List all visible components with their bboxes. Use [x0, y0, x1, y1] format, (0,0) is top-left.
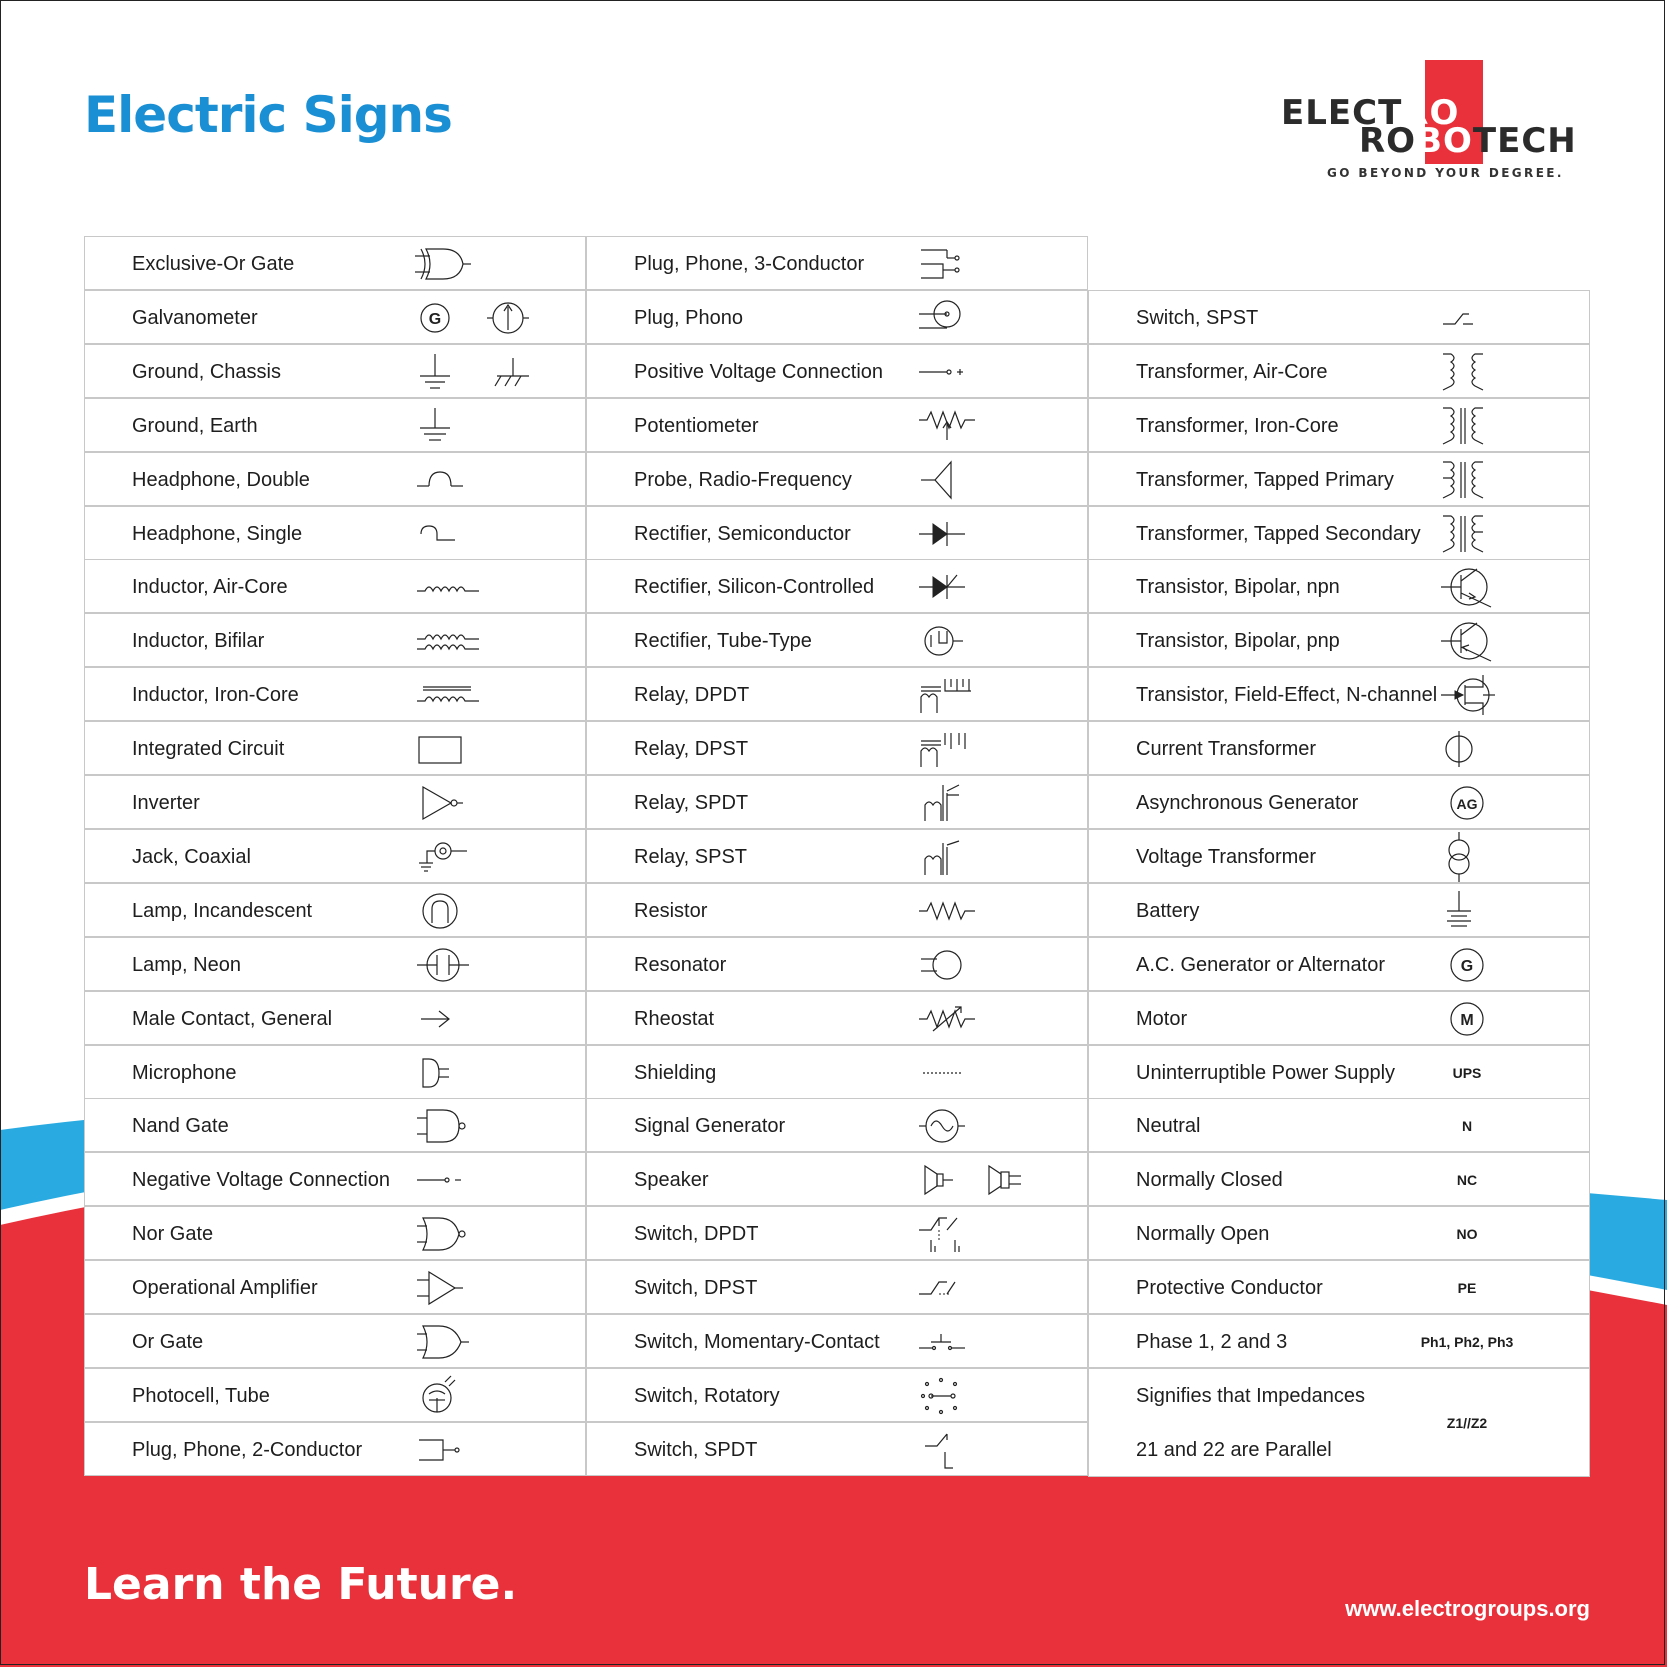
- or-gate-icon: [415, 1315, 471, 1369]
- symbol-row: [586, 883, 1088, 937]
- symbol-row: [586, 452, 1088, 506]
- symbol-label: Transformer, Tapped Primary: [1136, 468, 1394, 491]
- symbol-row: [586, 667, 1088, 721]
- switch-spst-icon: [1439, 291, 1489, 345]
- resonator-icon: [917, 938, 967, 992]
- symbol-row: [586, 829, 1088, 883]
- page-title: Electric Signs: [84, 86, 452, 144]
- symbol-label: Asynchronous Generator: [1136, 792, 1359, 814]
- symbol-row: [84, 991, 586, 1045]
- switch-momentary-icon: [917, 1315, 967, 1369]
- symbol-label: Relay, DPST: [634, 738, 749, 761]
- symbol-row: [84, 721, 586, 775]
- symbol-label: Transistor, Field-Effect, N-channel: [1136, 684, 1438, 707]
- symbol-label: Uninterruptible Power Supply: [1136, 1061, 1396, 1084]
- symbol-label: Plug, Phono: [634, 306, 743, 329]
- symbol-row: [1088, 559, 1590, 613]
- nor-gate-icon: [415, 1207, 471, 1261]
- symbol-row: [84, 775, 586, 829]
- ground-chassis-icon: [415, 345, 545, 399]
- logo-tagline: GO BEYOND YOUR DEGREE.: [1327, 166, 1564, 180]
- symbol-row: [586, 559, 1088, 613]
- symbol-label: Positive Voltage Connection: [634, 360, 884, 383]
- symbol-label: Jack, Coaxial: [132, 845, 251, 868]
- symbol-row: [586, 775, 1088, 829]
- symbol-row: [1088, 1206, 1590, 1260]
- footer-tagline: Learn the Future.: [84, 1559, 518, 1610]
- symbol-label: Battery: [1136, 899, 1200, 922]
- symbol-row: [1088, 883, 1590, 937]
- symbol-row: [1088, 829, 1590, 883]
- symbol-row: [84, 829, 586, 883]
- battery-icon: [1439, 884, 1479, 938]
- motor-icon: [1447, 992, 1487, 1053]
- symbol-label: Current Transformer: [1136, 738, 1317, 761]
- symbol-label: Negative Voltage Connection: [132, 1169, 390, 1192]
- transistor-npn-icon: [1439, 560, 1495, 614]
- ground-earth-icon: [415, 399, 455, 453]
- lamp-incandescent-icon: [415, 884, 465, 938]
- symbol-label: Resonator: [634, 953, 727, 976]
- symbol-row: [586, 613, 1088, 667]
- symbol-label: Inductor, Air-Core: [132, 576, 288, 599]
- brand-logo: [1275, 58, 1605, 188]
- symbol-row: [586, 721, 1088, 775]
- integrated-circuit-icon: [415, 722, 465, 776]
- voltage-transformer-icon: [1439, 830, 1479, 884]
- symbol-row: [1088, 1152, 1590, 1206]
- symbol-label: Transistor, Bipolar, npn: [1136, 576, 1340, 599]
- negative-voltage-icon: [415, 1153, 465, 1207]
- speaker-icon: [917, 1153, 1027, 1207]
- symbol-row: [586, 290, 1088, 344]
- symbol-label: Resistor: [634, 899, 708, 922]
- symbol-label: Integrated Circuit: [132, 738, 285, 761]
- logo-line-1: ELECTRO: [1281, 93, 1460, 133]
- symbol-label: Normally Open: [1136, 1223, 1270, 1246]
- symbol-label: Rectifier, Tube-Type: [634, 630, 812, 653]
- headphone-double-icon: [415, 453, 465, 507]
- symbol-row: [84, 1206, 586, 1260]
- symbol-row: [586, 344, 1088, 398]
- symbols-column-2: [586, 237, 1088, 1476]
- symbol-label: Phase 1, 2 and 3: [1136, 1331, 1288, 1353]
- symbol-row: [1088, 344, 1590, 398]
- symbol-label: Relay, SPDT: [634, 792, 749, 814]
- symbol-row: [84, 1422, 586, 1476]
- symbol-abbreviation: UPS: [1452, 1064, 1482, 1081]
- relay-spdt-icon: [917, 776, 967, 830]
- symbol-row: [586, 1314, 1088, 1368]
- op-amp-icon: [415, 1261, 465, 1315]
- symbol-row: [1088, 452, 1590, 506]
- symbol-label: Signal Generator: [634, 1115, 786, 1138]
- symbol-label: Transformer, Iron-Core: [1136, 414, 1339, 437]
- svg-text:M: M: [1460, 1011, 1474, 1029]
- symbol-label-line-2: 21 and 22 are Parallel: [1136, 1438, 1332, 1461]
- rectifier-scr-icon: [917, 560, 967, 614]
- symbol-label: Inductor, Iron-Core: [132, 684, 299, 707]
- symbol-row: [1088, 991, 1590, 1045]
- symbol-label: Headphone, Single: [132, 522, 303, 545]
- symbol-label: Inductor, Bifilar: [132, 630, 265, 653]
- resistor-icon: [917, 884, 977, 938]
- footer-url[interactable]: www.electrogroups.org: [1345, 1596, 1590, 1621]
- transformer-iron-core-icon: [1439, 399, 1489, 453]
- symbol-label: Voltage Transformer: [1136, 845, 1317, 868]
- symbol-row: [84, 506, 586, 560]
- symbol-row: [586, 1045, 1088, 1099]
- symbol-label: Plug, Phone, 2-Conductor: [132, 1438, 363, 1461]
- symbol-row: [84, 613, 586, 667]
- photocell-tube-icon: [415, 1369, 465, 1423]
- symbol-label: Rectifier, Semiconductor: [634, 522, 851, 545]
- transformer-air-core-icon: [1439, 345, 1489, 399]
- symbol-abbreviation: N: [1461, 1118, 1473, 1135]
- microphone-icon: [415, 1046, 455, 1100]
- lamp-neon-icon: [415, 938, 471, 992]
- symbol-row: [1088, 1045, 1590, 1099]
- symbol-row: [1088, 937, 1590, 991]
- symbol-row: [84, 1152, 586, 1206]
- plug-phone-2-icon: [415, 1423, 465, 1477]
- svg-text:AG: AG: [1456, 796, 1478, 812]
- logo-line-2: ROBOTECH: [1359, 121, 1577, 161]
- symbol-row: [84, 1368, 586, 1422]
- symbol-label: Switch, SPDT: [634, 1438, 758, 1461]
- symbol-row: [586, 1206, 1088, 1260]
- symbol-label: Motor: [1136, 1007, 1188, 1030]
- symbol-row: [84, 937, 586, 991]
- transistor-fet-icon: [1439, 668, 1499, 722]
- symbol-row: [84, 398, 586, 452]
- symbol-label: Lamp, Incandescent: [132, 899, 313, 922]
- symbol-row-parallel-impedance: [1088, 1368, 1590, 1477]
- symbol-row: [586, 1422, 1088, 1476]
- symbol-row: [586, 1098, 1088, 1152]
- symbol-row: [84, 452, 586, 506]
- symbol-row: [1088, 1314, 1590, 1368]
- symbol-label: Transformer, Air-Core: [1136, 360, 1328, 383]
- symbol-row: [586, 1152, 1088, 1206]
- symbol-label: Relay, SPST: [634, 845, 747, 868]
- relay-dpdt-icon: [917, 668, 977, 722]
- symbol-label: Rectifier, Silicon-Controlled: [634, 576, 875, 599]
- symbol-row: [84, 1045, 586, 1099]
- svg-text:G: G: [1460, 957, 1474, 975]
- symbol-label: Transistor, Bipolar, pnp: [1136, 630, 1340, 653]
- symbol-row: [1088, 721, 1590, 775]
- jack-coaxial-icon: [415, 830, 471, 884]
- symbol-abbreviation: Z1//Z2: [1446, 1414, 1488, 1431]
- plug-phono-icon: [917, 291, 967, 345]
- symbol-row: [586, 1260, 1088, 1314]
- switch-dpdt-icon: [917, 1207, 967, 1261]
- symbol-abbreviation: PE: [1457, 1280, 1477, 1297]
- symbol-label: Male Contact, General: [132, 1007, 333, 1030]
- symbol-label: Inverter: [132, 792, 200, 814]
- rectifier-tube-icon: [917, 614, 967, 668]
- symbol-label: Photocell, Tube: [132, 1384, 270, 1407]
- symbol-label: Switch, Rotatory: [634, 1384, 780, 1407]
- symbol-row: [84, 1260, 586, 1314]
- symbol-row: [84, 236, 586, 290]
- symbol-abbreviation: NO: [1456, 1226, 1478, 1243]
- symbol-label: Plug, Phone, 3-Conductor: [634, 253, 865, 275]
- switch-rotary-icon: [917, 1369, 967, 1423]
- symbol-label: Microphone: [132, 1061, 237, 1084]
- symbol-label: Operational Amplifier: [132, 1277, 318, 1300]
- symbol-row: [1088, 613, 1590, 667]
- signal-generator-icon: [917, 1099, 967, 1153]
- symbol-row: [586, 1368, 1088, 1422]
- symbol-label-line-1: Signifies that Impedances: [1136, 1384, 1366, 1407]
- symbol-abbreviation: Ph1, Ph2, Ph3: [1420, 1334, 1514, 1350]
- symbol-label: Protective Conductor: [1136, 1277, 1323, 1300]
- symbol-row: [1088, 1098, 1590, 1152]
- positive-voltage-icon: [917, 345, 967, 399]
- symbol-row: [84, 559, 586, 613]
- probe-rf-icon: [917, 453, 967, 507]
- switch-dpst-icon: [917, 1261, 967, 1315]
- symbol-row: [1088, 290, 1590, 344]
- symbol-row: [84, 667, 586, 721]
- switch-spdt-icon: [917, 1423, 967, 1477]
- transformer-tapped-secondary-icon: [1439, 507, 1489, 561]
- symbol-label: Probe, Radio-Frequency: [634, 468, 852, 491]
- svg-text:G: G: [428, 310, 442, 328]
- symbol-label: A.C. Generator or Alternator: [1136, 953, 1386, 976]
- relay-spst-icon: [917, 830, 967, 884]
- nand-gate-icon: [415, 1099, 471, 1153]
- symbol-label: Transformer, Tapped Secondary: [1136, 522, 1421, 545]
- symbol-label: Switch, SPST: [1136, 306, 1259, 329]
- symbol-row: [586, 937, 1088, 991]
- symbol-row: [586, 506, 1088, 560]
- xor-gate-icon: [415, 237, 475, 291]
- symbol-label: Switch, DPST: [634, 1277, 758, 1300]
- current-transformer-icon: [1439, 722, 1479, 776]
- inductor-air-core-icon: [415, 560, 481, 614]
- symbol-label: Ground, Earth: [132, 414, 258, 437]
- symbol-label: Rheostat: [634, 1007, 715, 1030]
- symbol-row: [1088, 1260, 1590, 1314]
- relay-dpst-icon: [917, 722, 977, 776]
- symbol-label: Speaker: [634, 1169, 709, 1192]
- symbol-label: Or Gate: [132, 1331, 204, 1353]
- symbol-label: Headphone, Double: [132, 468, 310, 491]
- rectifier-semiconductor-icon: [917, 507, 967, 561]
- symbol-abbreviation: NC: [1456, 1172, 1478, 1189]
- symbol-label: Lamp, Neon: [132, 953, 241, 976]
- async-generator-icon: [1447, 776, 1487, 837]
- symbol-row: [1088, 506, 1590, 560]
- rheostat-icon: [917, 992, 977, 1046]
- symbol-label: Galvanometer: [132, 306, 258, 329]
- transformer-tapped-primary-icon: [1439, 453, 1489, 507]
- potentiometer-icon: [917, 399, 977, 453]
- symbol-label: Exclusive-Or Gate: [132, 253, 295, 275]
- symbols-table: [84, 237, 1589, 1476]
- symbol-label: Relay, DPDT: [634, 684, 750, 707]
- ac-generator-icon: [1447, 938, 1487, 999]
- symbol-row: [84, 1098, 586, 1152]
- symbols-column-1: [84, 237, 586, 1476]
- symbol-row: [84, 290, 586, 344]
- inductor-iron-core-icon: [415, 668, 481, 722]
- plug-phone-3-icon: [917, 237, 967, 291]
- transistor-pnp-icon: [1439, 614, 1495, 668]
- headphone-single-icon: [415, 507, 465, 561]
- symbol-label: Ground, Chassis: [132, 360, 281, 383]
- symbol-row: [586, 991, 1088, 1045]
- male-contact-icon: [415, 992, 455, 1046]
- symbol-label: Nor Gate: [132, 1223, 214, 1246]
- symbol-row: [1088, 398, 1590, 452]
- symbol-label: Shielding: [634, 1061, 717, 1084]
- symbol-row: [1088, 775, 1590, 829]
- symbol-row: [586, 398, 1088, 452]
- inductor-bifilar-icon: [415, 614, 481, 668]
- symbols-column-3: [1088, 237, 1590, 1476]
- symbol-label: Nand Gate: [132, 1115, 229, 1138]
- symbol-label: Normally Closed: [1136, 1169, 1283, 1192]
- symbol-row: [84, 883, 586, 937]
- symbol-row: [586, 236, 1088, 290]
- inverter-icon: [415, 776, 465, 830]
- galvanometer-icon: [415, 291, 545, 345]
- symbol-row: [84, 344, 586, 398]
- symbol-label: Neutral: [1136, 1115, 1201, 1138]
- shielding-icon: [917, 1046, 967, 1100]
- symbol-row: [1088, 667, 1590, 721]
- symbol-row: [84, 1314, 586, 1368]
- symbol-label: Switch, Momentary-Contact: [634, 1331, 880, 1353]
- symbol-label: Switch, DPDT: [634, 1223, 759, 1246]
- symbol-label: Potentiometer: [634, 414, 759, 437]
